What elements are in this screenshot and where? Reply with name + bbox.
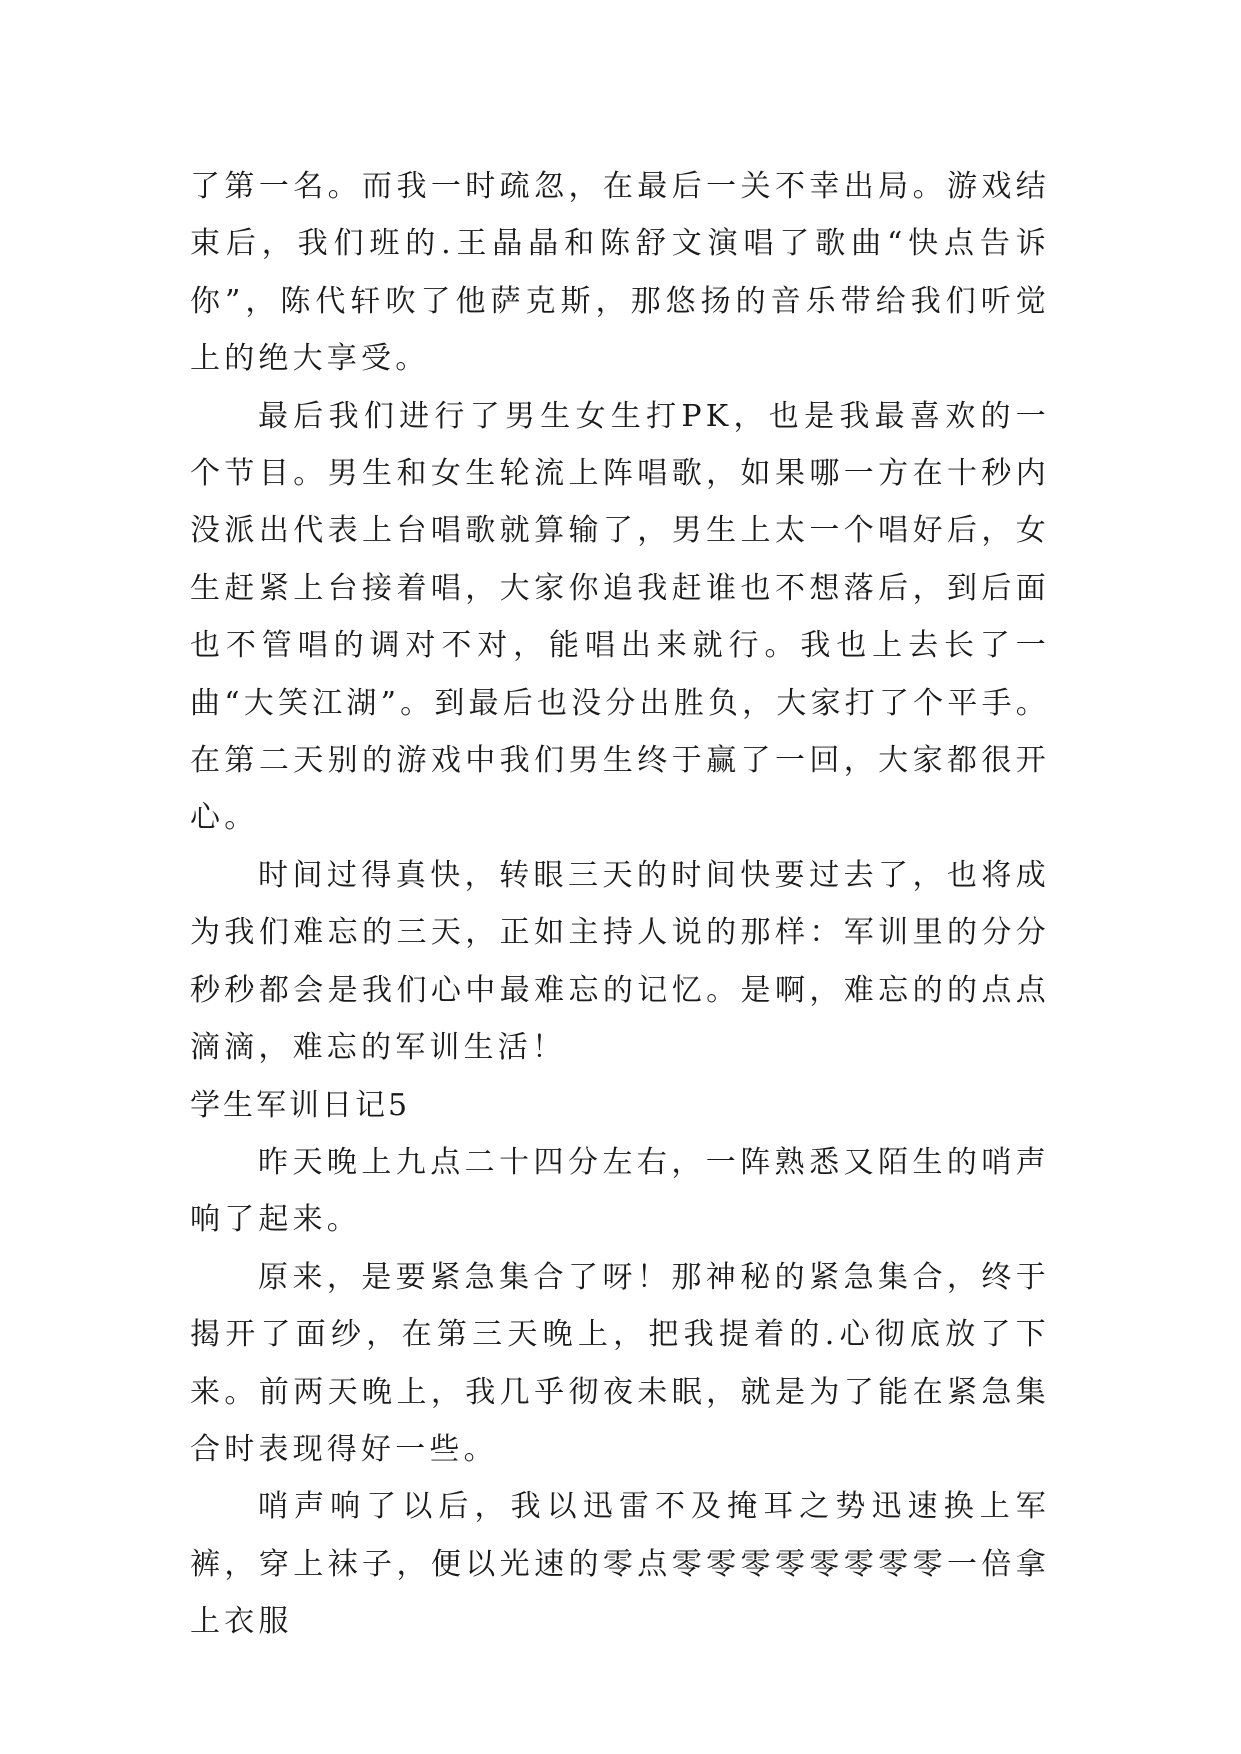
paragraph-5: 原来，是要紧急集合了呀！那神秘的紧急集合，终于揭开了面纱，在第三天晚上，把我提着的.心彻底放了下来。前两天晚上，我几乎彻夜未眠，就是为了能在紧急集合时表现得好一些。 bbox=[190, 1259, 1050, 1467]
paragraph-2: 最后我们进行了男生女生打PK，也是我最喜欢的一个节目。男生和女生轮流上阵唱歌，如果哪一方在十秒内没派出代表上台唱歌就算输了，男生上太一个唱好后，女生赶紧上台接着唱，大家你追我赶谁也不想落后，到后面也不管唱的调对不对，能唱出来就行。我也上去长了一曲“大笑江湖”。到最后也没分出胜负，大家打了个平手。在第二天别的游戏中我们男生终于赢了一回，大家都很开心。 bbox=[190, 398, 1050, 836]
document-body bbox=[190, 158, 1050, 1651]
section-heading: 学生军训日记5 bbox=[190, 1087, 411, 1123]
paragraph-1: 了第一名。而我一时疏忽，在最后一关不幸出局。游戏结束后，我们班的.王晶晶和陈舒文演唱了歌曲“快点告诉你”，陈代轩吹了他萨克斯，那悠扬的音乐带给我们听觉上的绝大享受。 bbox=[190, 169, 1050, 377]
paragraph-3: 时间过得真快，转眼三天的时间快要过去了，也将成为我们难忘的三天，正如主持人说的那样：军训里的分分秒秒都会是我们心中最难忘的记忆。是啊，难忘的的点点滴滴，难忘的军训生活！ bbox=[190, 857, 1050, 1066]
paragraph-6: 哨声响了以后，我以迅雷不及掩耳之势迅速换上军裤，穿上袜子，便以光速的零点零零零零零零零零一倍拿上衣服 bbox=[190, 1489, 1050, 1640]
paragraph-4: 昨天晚上九点二十四分左右，一阵熟悉又陌生的哨声响了起来。 bbox=[190, 1144, 1050, 1238]
